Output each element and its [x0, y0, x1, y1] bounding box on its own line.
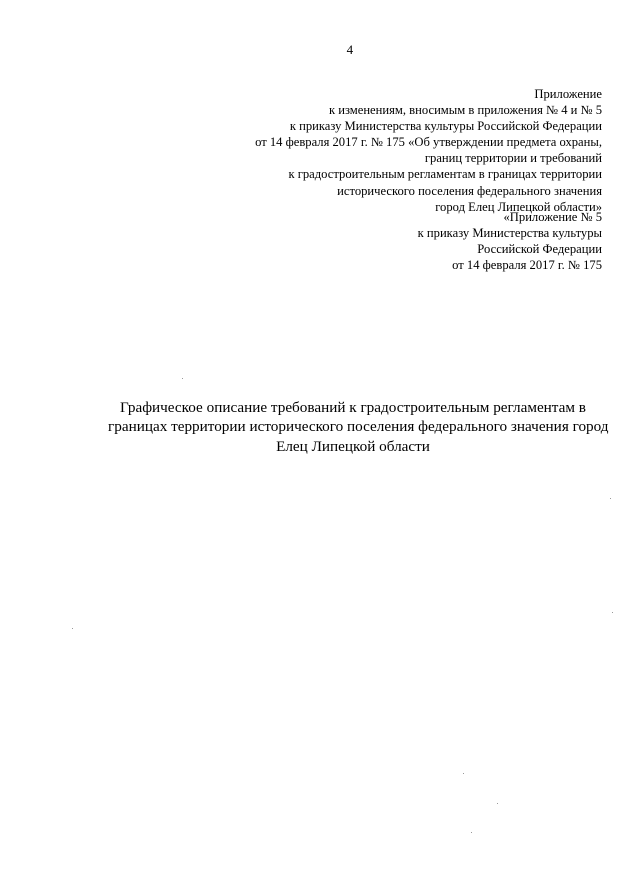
appendix-5-line: к приказу Министерства культуры [417, 226, 602, 241]
document-title-line: Елец Липецкой области [276, 437, 430, 455]
scan-speck [72, 628, 73, 629]
appendix-header-line: город Елец Липецкой области» [435, 199, 602, 214]
appendix-header-line: к градостроительным регламентам в границах территории [288, 167, 602, 182]
appendix-5-line: от 14 февраля 2017 г. № 175 [452, 258, 602, 273]
appendix-5-reference [302, 209, 602, 273]
document-title-line: Графическое описание требований к градостроительным регламентам в [120, 399, 586, 416]
scan-speck [471, 832, 472, 833]
scan-speck [182, 378, 183, 379]
appendix-5-line: Российской Федерации [477, 242, 602, 257]
appendix-header-line: к изменениям, вносимым в приложения № 4 и № 5 [328, 103, 602, 118]
appendix-header-line: границ территории и требований [424, 151, 602, 166]
appendix-header-line: Приложение [534, 87, 602, 101]
appendix-header [182, 86, 602, 215]
scan-speck [463, 773, 464, 774]
scan-speck [610, 498, 611, 499]
page-number: 4 [346, 42, 354, 57]
document-title-line: границах территории исторического поселения федерального значения город [108, 418, 609, 436]
document-title [108, 398, 609, 456]
appendix-header-line: от 14 февраля 2017 г. № 175 «Об утверждении предмета охраны, [255, 135, 602, 150]
appendix-5-line: «Приложение № 5 [503, 210, 602, 224]
scan-speck [497, 803, 498, 804]
scan-speck [612, 612, 613, 613]
appendix-header-line: исторического поселения федерального значения [337, 183, 602, 198]
appendix-header-line: к приказу Министерства культуры Российской Федерации [289, 119, 602, 134]
